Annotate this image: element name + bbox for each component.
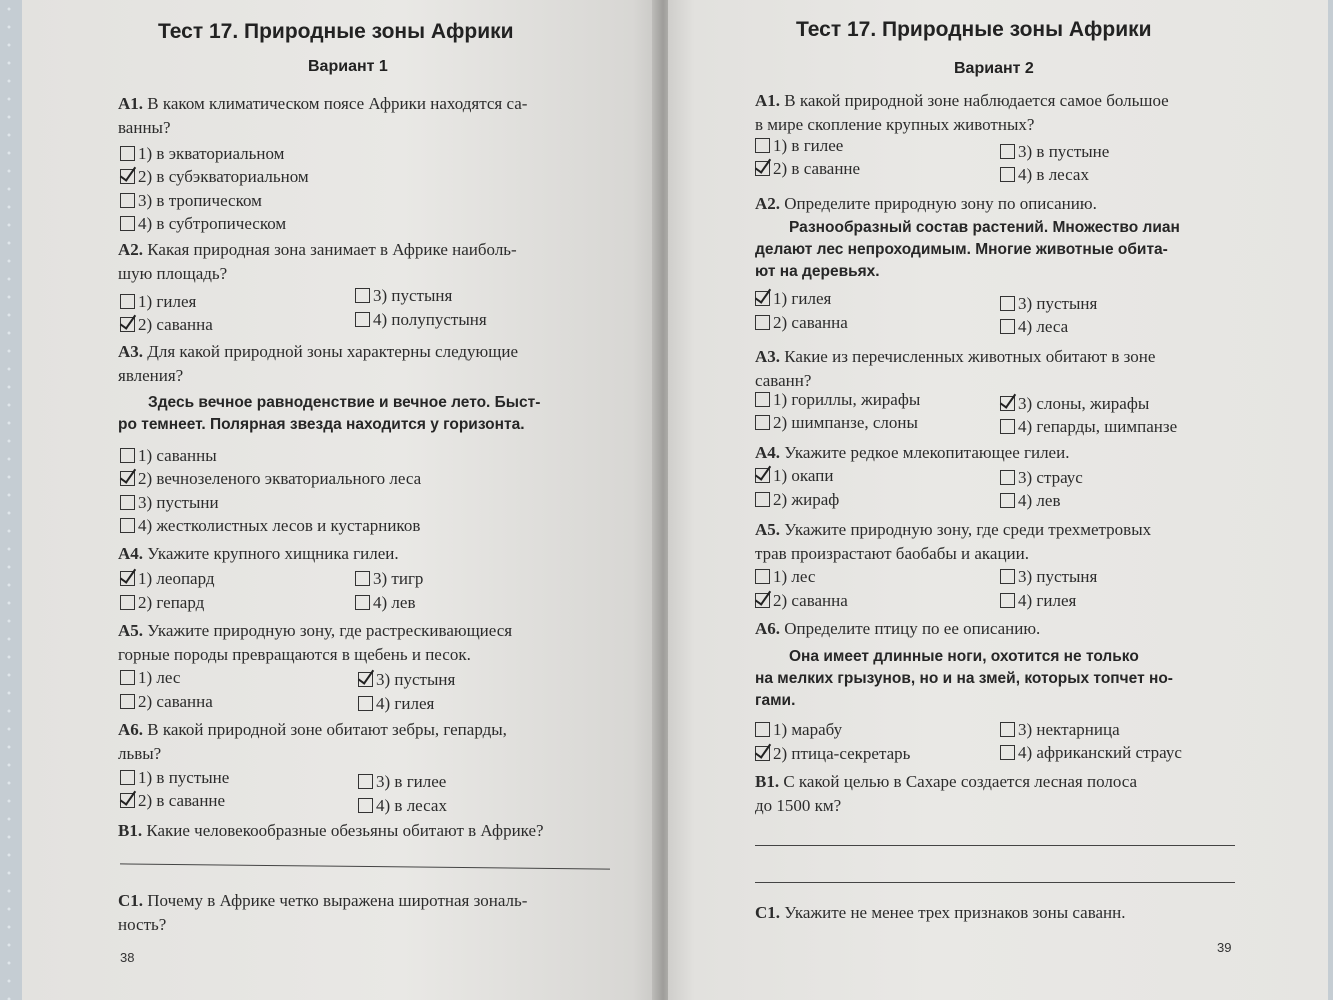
option[interactable]: 2) в саванне [755, 158, 860, 180]
page-title: Тест 17. Природные зоны Африки [796, 18, 1152, 41]
option[interactable]: 3) пустыня [1000, 293, 1097, 315]
option[interactable]: 4) африканский страус [1000, 742, 1182, 764]
option[interactable]: 2) птица-секретарь [755, 743, 910, 765]
checkbox[interactable] [1000, 167, 1015, 182]
option[interactable]: 1) леопард [120, 568, 215, 590]
option[interactable]: 4) гилея [1000, 590, 1076, 612]
option[interactable]: 3) пустыня [355, 285, 452, 307]
checkbox[interactable] [120, 294, 135, 309]
option[interactable]: 2) вечнозеленого экваториального леса [120, 468, 421, 490]
page-title: Тест 17. Природные зоны Африки [158, 20, 514, 43]
option[interactable]: 1) гилея [755, 288, 831, 310]
checkbox[interactable] [120, 216, 135, 231]
option[interactable]: 4) леса [1000, 316, 1068, 338]
option[interactable]: 3) слоны, жирафы [1000, 393, 1149, 415]
option[interactable]: 1) марабу [755, 719, 842, 741]
question-a5: А5. Укажите природную зону, где среди трехметровых трав произрастают баобабы и акации. [755, 520, 1152, 563]
option[interactable]: 1) в экваториальном [120, 143, 284, 165]
checkbox[interactable] [120, 518, 135, 533]
question-b1: В1. С какой целью в Сахаре создается лесная полоса до 1500 км? [755, 772, 1138, 815]
checkbox[interactable] [355, 312, 370, 327]
option[interactable]: 2) жираф [755, 489, 839, 511]
answer-line[interactable] [755, 882, 1235, 883]
checkbox[interactable] [358, 798, 373, 813]
checkbox[interactable] [1000, 745, 1015, 760]
checkbox[interactable] [1000, 296, 1015, 311]
checkbox-checked[interactable] [120, 471, 135, 486]
option[interactable]: 1) лес [755, 566, 815, 588]
checkbox[interactable] [120, 193, 135, 208]
question-a2: А2. Какая природная зона занимает в Африке наиболь- шую площадь? [118, 240, 517, 283]
answer-line[interactable] [120, 863, 610, 869]
option[interactable]: 4) гилея [358, 693, 434, 715]
checkbox[interactable] [355, 571, 370, 586]
page-number: 39 [1217, 940, 1232, 955]
checkbox[interactable] [755, 415, 770, 430]
option[interactable]: 4) гепарды, шимпанзе [1000, 416, 1177, 438]
question-a3: А3. Для какой природной зоны характерны следующие явления? [118, 342, 518, 385]
checkbox-checked[interactable] [1000, 396, 1015, 411]
option[interactable]: 1) в гилее [755, 135, 843, 157]
checkbox[interactable] [120, 448, 135, 463]
option[interactable]: 2) саванна [120, 314, 213, 336]
description-a2: Разнообразный состав растений. Множество лиан делают лес непроходимым. Многие животные обита- ют на деревьях. [755, 219, 1180, 280]
checkbox[interactable] [755, 138, 770, 153]
checkbox[interactable] [1000, 419, 1015, 434]
checkbox[interactable] [1000, 593, 1015, 608]
checkbox-checked[interactable] [755, 161, 770, 176]
option[interactable]: 3) пустыня [358, 669, 455, 691]
checkbox[interactable] [120, 495, 135, 510]
description-a6: Она имеет длинные ноги, охотится не только на мелких грызунов, но и на змей, которых топчет но- гами. [755, 648, 1173, 709]
checkbox[interactable] [755, 392, 770, 407]
checkbox-checked[interactable] [120, 793, 135, 808]
variant-label: Вариант 2 [954, 60, 1034, 77]
left-page [22, 0, 658, 1000]
question-a2: А2. Определите природную зону по описанию. [755, 194, 1097, 213]
question-a1: А1. В каком климатическом поясе Африки находятся са- ванны? [118, 94, 528, 137]
question-a6: А6. Определите птицу по ее описанию. [755, 619, 1041, 638]
option[interactable]: 4) полупустыня [355, 309, 487, 331]
checkbox-checked[interactable] [755, 468, 770, 483]
option[interactable]: 3) в гилее [358, 771, 446, 793]
option[interactable]: 1) саванны [120, 445, 217, 467]
option[interactable]: 1) лес [120, 667, 180, 689]
checkbox[interactable] [355, 595, 370, 610]
option[interactable]: 2) в саванне [120, 790, 225, 812]
question-b1: В1. Какие человекообразные обезьяны обитают в Африке? [118, 821, 544, 840]
option[interactable]: 4) лев [1000, 490, 1060, 512]
page-number: 38 [120, 950, 135, 965]
option[interactable]: 4) лев [355, 592, 415, 614]
question-a5: А5. Укажите природную зону, где растрескивающиеся горные породы превращаются в щебень и песок. [118, 621, 513, 664]
checkbox-checked[interactable] [120, 169, 135, 184]
checkbox[interactable] [755, 569, 770, 584]
question-a4: А4. Укажите крупного хищника гилеи. [118, 544, 399, 563]
checkbox[interactable] [755, 492, 770, 507]
option[interactable]: 1) окапи [755, 465, 833, 487]
checkbox[interactable] [120, 670, 135, 685]
option[interactable]: 3) пустыни [120, 492, 219, 514]
checkbox-checked[interactable] [358, 672, 373, 687]
checkbox-checked[interactable] [755, 746, 770, 761]
option[interactable]: 3) в пустыне [1000, 141, 1109, 163]
checkbox[interactable] [120, 694, 135, 709]
option[interactable]: 4) в субтропическом [120, 213, 286, 235]
question-c1: С1. Укажите не менее трех признаков зоны саванн. [755, 903, 1126, 922]
option[interactable]: 3) в тропическом [120, 190, 262, 212]
question-a1: А1. В какой природной зоне наблюдается самое большое в мире скопление крупных животных? [755, 91, 1169, 134]
checkbox[interactable] [358, 696, 373, 711]
option[interactable]: 2) в субэкваториальном [120, 166, 309, 188]
option[interactable]: 4) в лесах [358, 795, 447, 817]
checkbox[interactable] [355, 288, 370, 303]
checkbox[interactable] [1000, 144, 1015, 159]
option[interactable]: 2) саванна [120, 691, 213, 713]
right-page [668, 0, 1328, 1000]
checkbox[interactable] [1000, 569, 1015, 584]
checkbox-checked[interactable] [120, 317, 135, 332]
checkbox[interactable] [755, 315, 770, 330]
checkbox[interactable] [1000, 470, 1015, 485]
checkbox[interactable] [120, 770, 135, 785]
option[interactable]: 1) в пустыне [120, 767, 229, 789]
option[interactable]: 1) гилея [120, 291, 196, 313]
variant-label: Вариант 1 [308, 58, 388, 75]
checkbox-checked[interactable] [120, 571, 135, 586]
description-a3: Здесь вечное равноденствие и вечное лето. Быст- ро темнеет. Полярная звезда находится у горизонта. [118, 394, 541, 433]
option[interactable]: 2) шимпанзе, слоны [755, 412, 918, 434]
checkbox[interactable] [120, 146, 135, 161]
checkbox[interactable] [358, 774, 373, 789]
option[interactable]: 3) страус [1000, 467, 1083, 489]
option[interactable]: 2) саванна [755, 590, 848, 612]
checkbox[interactable] [1000, 493, 1015, 508]
option[interactable]: 3) нектарница [1000, 719, 1120, 741]
question-a4: А4. Укажите редкое млекопитающее гилеи. [755, 443, 1070, 462]
checkbox[interactable] [1000, 319, 1015, 334]
checkbox[interactable] [1000, 722, 1015, 737]
option[interactable]: 2) саванна [755, 312, 848, 334]
option[interactable]: 1) гориллы, жирафы [755, 389, 920, 411]
option[interactable]: 3) тигр [355, 568, 423, 590]
question-a3: А3. Какие из перечисленных животных обитают в зоне саванн? [755, 347, 1156, 390]
option[interactable]: 4) в лесах [1000, 164, 1089, 186]
answer-line[interactable] [755, 845, 1235, 846]
checkbox[interactable] [120, 595, 135, 610]
checkbox-checked[interactable] [755, 291, 770, 306]
question-a6: А6. В какой природной зоне обитают зебры, гепарды, львы? [118, 720, 507, 763]
option[interactable]: 3) пустыня [1000, 566, 1097, 588]
checkbox-checked[interactable] [755, 593, 770, 608]
checkbox[interactable] [755, 722, 770, 737]
option[interactable]: 4) жестколистных лесов и кустарников [120, 515, 420, 537]
question-c1: С1. Почему в Африке четко выражена широтная зональ- ность? [118, 891, 528, 934]
option[interactable]: 2) гепард [120, 592, 204, 614]
